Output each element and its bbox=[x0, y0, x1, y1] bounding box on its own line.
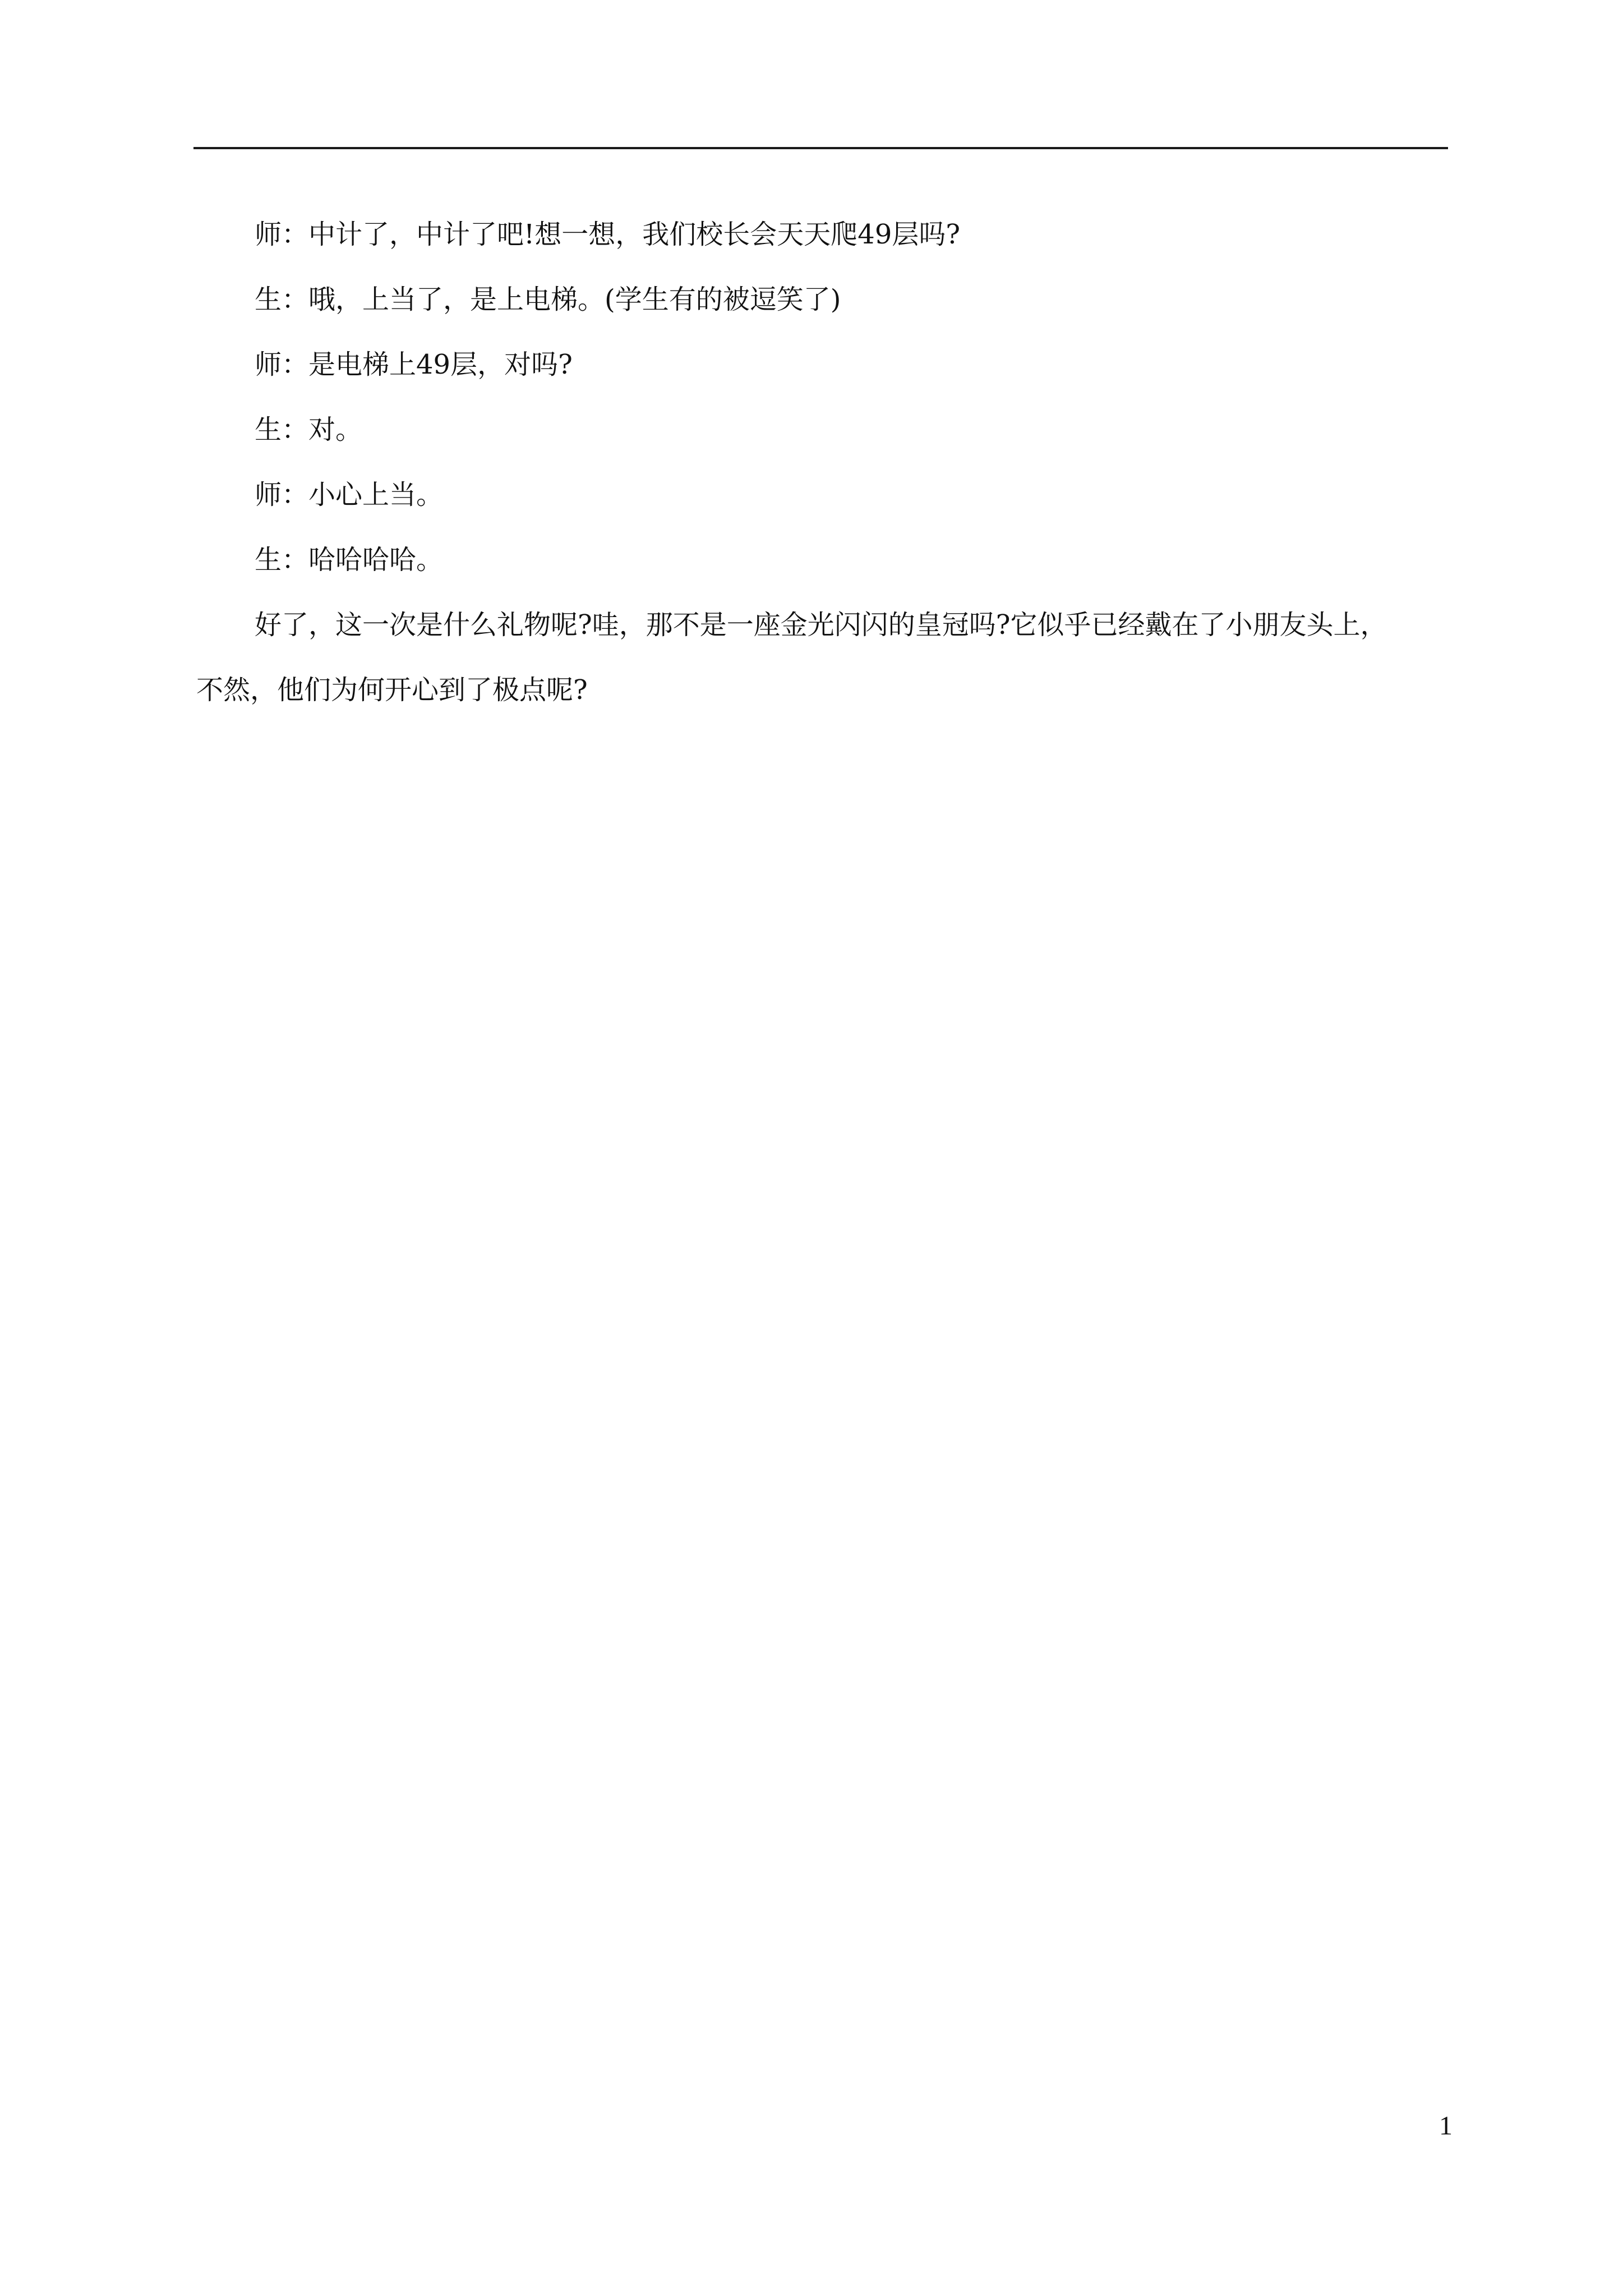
body-text bbox=[196, 202, 1448, 723]
dialogue-line: 生：哈哈哈哈。 bbox=[255, 544, 444, 576]
dialogue-line: 师：中计了，中计了吧!想一想，我们校长会天天爬49层吗? bbox=[255, 219, 961, 250]
header-rule bbox=[193, 147, 1448, 149]
paragraph-line: 不然，他们为何开心到了极点呢? bbox=[196, 674, 588, 706]
dialogue-line: 师：小心上当。 bbox=[255, 479, 444, 510]
dialogue-line: 师：是电梯上49层，对吗? bbox=[255, 349, 573, 380]
dialogue-line: 生：哦，上当了，是上电梯。(学生有的被逗笑了) bbox=[255, 284, 841, 315]
page-number: 1 bbox=[1439, 2111, 1453, 2141]
paragraph-line: 好了，这一次是什么礼物呢?哇，那不是一座金光闪闪的皇冠吗?它似乎已经戴在了小朋友头上， bbox=[255, 609, 1387, 641]
dialogue-line: 生：对。 bbox=[255, 414, 363, 445]
